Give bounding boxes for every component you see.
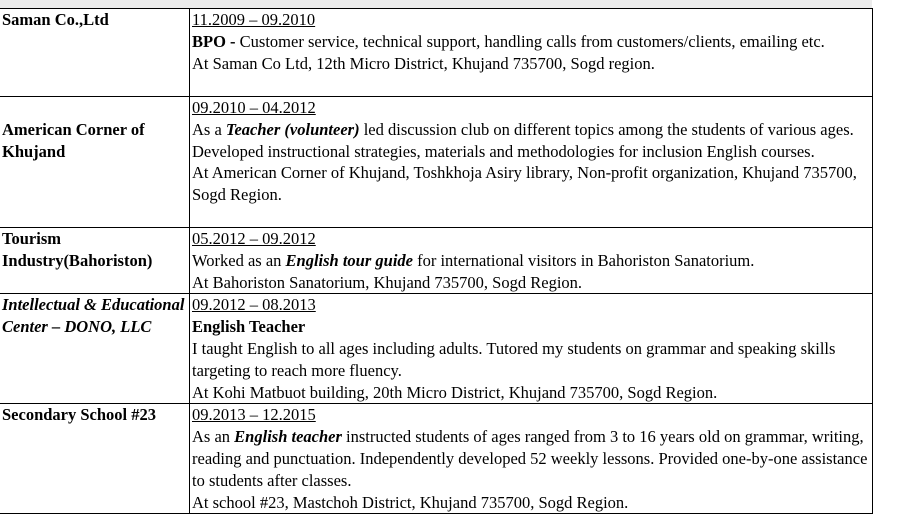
entry-date: 11.2009 – 09.2010 xyxy=(192,10,316,29)
entry-date: 09.2010 – 04.2012 xyxy=(192,98,316,117)
desc-pre: As an xyxy=(192,427,235,447)
entry-location: At American Corner of Khujand, Toshkhoja Asiry library, Non-profit organization, Khujand 735700, Sogd Region. xyxy=(192,163,857,205)
table-row xyxy=(0,9,873,97)
role-text: Customer service, technical support, handling calls from customers/clients, emailing etc. xyxy=(239,31,825,51)
entry-description xyxy=(192,119,872,163)
desc-pre: Worked as an xyxy=(192,250,286,270)
role-emphasis: Teacher (volunteer) xyxy=(225,119,360,139)
entry-date: 09.2012 – 08.2013 xyxy=(192,295,316,315)
entry-details xyxy=(190,9,873,97)
entry-location: At school #23, Mastchoh District, Khujand 735700, Sogd Region. xyxy=(192,492,629,512)
org-name: Tourism Industry(Bahoriston) xyxy=(0,228,190,294)
table-row xyxy=(0,228,873,294)
desc-pre: As a xyxy=(192,119,226,139)
org-name: Secondary School #23 xyxy=(0,404,190,514)
entry-details xyxy=(190,294,873,404)
org-name: Saman Co.,Ltd xyxy=(0,9,190,97)
role-emphasis: English tour guide xyxy=(285,250,413,270)
role-prefix: BPO - xyxy=(192,31,240,51)
desc-post: instructed students of ages ranged from 3 to 16 years old on grammar, writing, reading and punctuation. Independently developed 52 weekly lessons. Provided one-by-one assistance to students after classes. xyxy=(192,427,868,490)
entry-description: I taught English to all ages including adults. Tutored my students on grammar and speaking skills targeting to reach more fluency. xyxy=(192,338,836,380)
desc-post: led discussion club on different topics among the students of various ages. Developed instructional strategies, materials and methodologies for inclusion English courses. xyxy=(192,119,854,161)
entry-location: At Bahoriston Sanatorium, Khujand 735700, Sogd Region. xyxy=(192,272,583,292)
entry-description xyxy=(192,31,872,53)
entry-location: At Saman Co Ltd, 12th Micro District, Khujand 735700, Sogd region. xyxy=(192,53,655,73)
entry-description xyxy=(192,426,872,491)
table-row xyxy=(0,294,873,404)
role-emphasis: English teacher xyxy=(234,427,342,447)
entry-details xyxy=(190,404,873,514)
entry-description xyxy=(192,250,872,272)
entry-details xyxy=(190,228,873,294)
desc-post: for international visitors in Bahoriston Sanatorium. xyxy=(412,250,755,270)
entry-title: English Teacher xyxy=(192,317,306,337)
org-name: American Corner of Khujand xyxy=(0,97,190,228)
table-row xyxy=(0,404,873,514)
table-row xyxy=(0,97,873,228)
entry-date: 05.2012 – 09.2012 xyxy=(192,229,316,248)
entry-details xyxy=(190,97,873,228)
experience-table xyxy=(0,8,873,514)
org-name: Intellectual & Educational Center – DONO, LLC xyxy=(0,294,190,404)
entry-location: At Kohi Matbuot building, 20th Micro District, Khujand 735700, Sogd Region. xyxy=(192,382,718,402)
entry-date: 09.2013 – 12.2015 xyxy=(192,405,316,425)
